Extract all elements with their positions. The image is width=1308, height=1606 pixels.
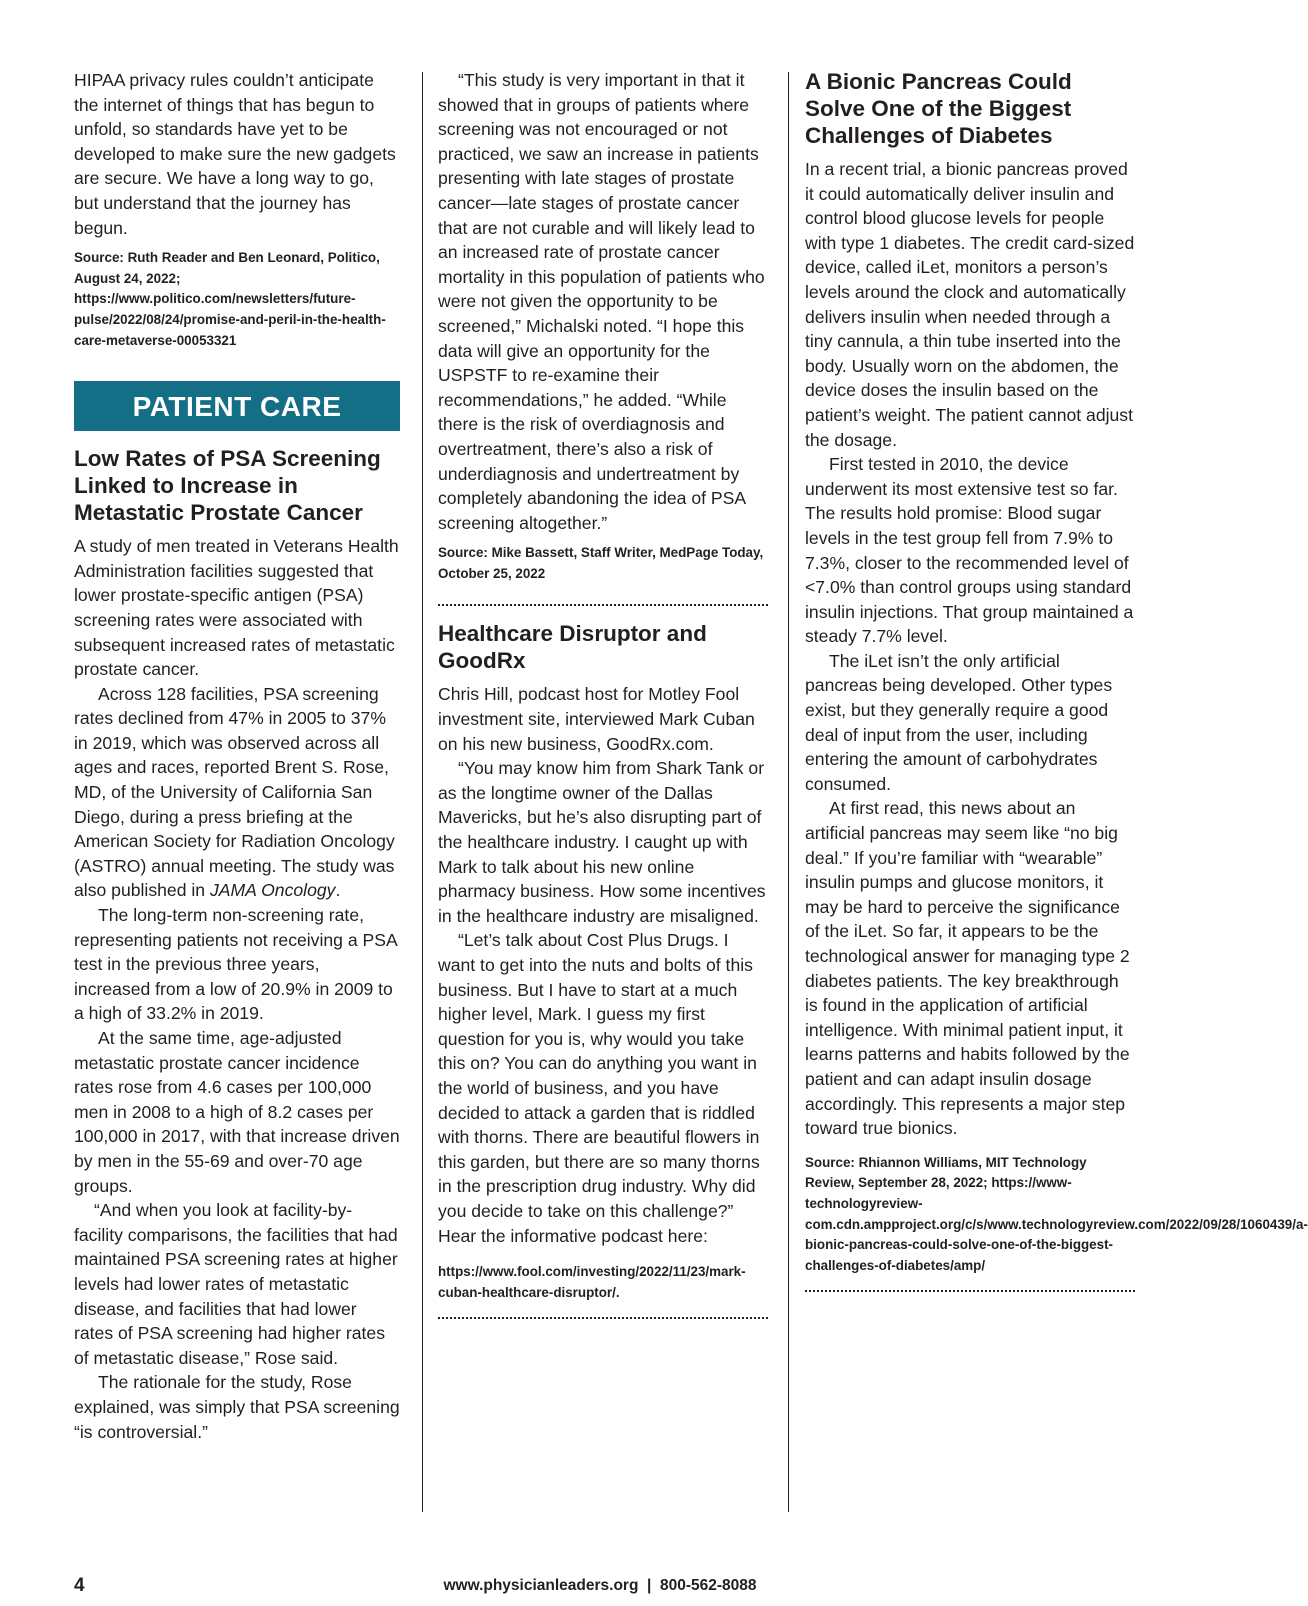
paragraph: The rationale for the study, Rose explained, was simply that PSA screening “is controversial.” [74,1372,400,1442]
article-title-psa: Low Rates of PSA Screening Linked to Increase in Metastatic Prostate Cancer [74,446,381,526]
column-left [74,68,400,1444]
column-divider-right [788,72,789,1512]
paragraph: At the same time, age-adjusted metastatic prostate cancer incidence rates rose from 4.6 cases per 100,000 men in 2008 to a high of 8.2 cases per 100,000 in 2017, with that increase driven by men in the 55-69 and over-70 age groups. [74,1028,400,1196]
article-title-bionic-pancreas: A Bionic Pancreas Could Solve One of the Biggest Challenges of Diabetes [805,69,1072,148]
source-citation: Source: Mike Bassett, Staff Writer, MedPage Today, October 25, 2022 [438,545,764,581]
podcast-link[interactable]: https://www.fool.com/investing/2022/11/23/mark-cuban-healthcare-disruptor/. [438,1264,746,1300]
journal-name: JAMA Oncology [209,880,336,901]
page-footer [0,1575,1200,1599]
paragraph: The iLet isn’t the only artificial pancreas being developed. Other types exist, but they generally require a good deal of input from the user, including entering the amount of carbohydrates consumed. [805,650,1113,794]
paragraph: “You may know him from Shark Tank or as the longtime owner of the Dallas Mavericks, but he’s also disrupting part of the healthcare industry. I caught up with Mark to talk about his new online pharmacy business. How some incentives in the healthcare industry are misaligned. [438,758,766,926]
paragraph: “Let’s talk about Cost Plus Drugs. I want to get into the nuts and bolts of this business. But I have to start at a much higher level, Mark. I guess my first question for you is, why would you take this on? You can do anything you want in the world of business, and you have decided to attack a garden that is riddled with thorns. There are beautiful flowers in this garden, but there are so many thorns in the prescription drug industry. Why did you decide to take on this challenge?” Hear the informative podcast here: [438,930,760,1246]
column-divider-left [422,72,423,1512]
column-right [805,68,1308,1292]
paragraph: A study of men treated in Veterans Health Administration facilities suggested that lower prostate-specific antigen (PSA) screening rates were associated with subsequent increased rates of metastatic prostate cancer. [74,536,399,680]
continued-text: HIPAA privacy rules couldn’t anticipate the internet of things that has begun to unfold, so standards have yet to be developed to make sure the new gadgets are secure. We have a long way to go, but understand that the journey has begun. [74,70,396,238]
paragraph: Chris Hill, podcast host for Motley Fool investment site, interviewed Mark Cuban on his new business, GoodRx.com. [438,684,755,754]
paragraph: First tested in 2010, the device underwent its most extensive test so far. The results hold promise: Blood sugar levels in the test group fell from 7.9% to 7.3%, closer to the recommended level of <7.0% than control groups using standard insulin injections. That group maintained a steady 7.7% level. [805,454,1134,647]
section-banner: PATIENT CARE [74,381,400,431]
source-citation: Source: Rhiannon Williams, MIT Technology Review, September 28, 2022; https://www-technologyreview-com.cdn.ampproject.org/c/s/www.technologyreview.com/2022/09/28/1060439/a-bionic-pancreas-could-solve-one-of-the-biggest-challenges-of-diabetes/amp/ [805,1154,1308,1273]
paragraph: At first read, this news about an artificial pancreas may seem like “no big deal.” If you’re familiar with “wearable” insulin pumps and glucose monitors, it may be hard to perceive the significance of the iLet. So far, it appears to be the technological answer for managing type 2 diabetes patients. The key breakthrough is found in the application of artificial intelligence. With minimal patient input, it learns patterns and habits followed by the patient and can adapt insulin dosage accordingly. This represents a major step toward true bionics. [805,798,1130,1139]
page-number: 4 [74,1575,85,1596]
paragraph [74,682,400,903]
paragraph: In a recent trial, a bionic pancreas proved it could automatically deliver insulin and control blood glucose levels for people with type 1 diabetes. The credit card-sized device, called iLet, monitors a person’s levels around the clock and automatically delivers insulin when needed through a tiny cannula, a thin tube inserted into the body. Usually worn on the abdomen, the device doses the insulin based on the patient’s weight. The patient cannot adjust the dosage. [805,159,1135,450]
paragraph: “And when you look at facility-by-facility comparisons, the facilities that had maintained PSA screening rates at higher levels had lower rates of metastatic disease, and facilities that had lower rates of PSA screening had higher rates of metastatic disease,” Rose said. [74,1200,398,1368]
continued-text: “This study is very important in that it showed that in groups of patients where screening was not encouraged or not practiced, we saw an increase in patients presenting with late stages of prostate cancer—late stages of prostate cancer that are not curable and will likely lead to an increased rate of prostate cancer mortality in this population of patients who were not given the opportunity to be screened,” Michalski noted. “I hope this data will give an opportunity for the USPSTF to re-examine their recommendations,” he added. “While there is the risk of overdiagnosis and overtreatment, there’s also a risk of underdiagnosis and undertreatment by completely abandoning the idea of PSA screening altogether.” [438,70,765,533]
source-citation: Source: Ruth Reader and Ben Leonard, Politico, August 24, 2022; https://www.politico.com/newsletters/future-pulse/2022/08/24/promise-and-peril-in-the-health-care-metaverse-00053321 [74,250,386,348]
paragraph-text: Across 128 facilities, PSA screening rates declined from 47% in 2005 to 37% in 2019, which was observed across all ages and races, reported Brent S. Rose, MD, of the University of California San Diego, during a press briefing at the American Society for Radiation Oncology (ASTRO) annual meeting. The study was also published in [74,683,395,901]
dotted-separator [438,1317,768,1319]
dotted-separator [805,1290,1135,1292]
paragraph: The long-term non-screening rate, representing patients not receiving a PSA test in the previous three years, increased from a low of 20.9% in 2009 to a high of 33.2% in 2019. [74,905,397,1024]
footer-contact: www.physicianleaders.org | 800-562-8088 [443,1577,757,1594]
dotted-separator [438,604,768,606]
column-middle [438,68,768,1319]
journal-suffix: . [335,880,341,901]
article-title-goodrx: Healthcare Disruptor and GoodRx [438,621,707,674]
